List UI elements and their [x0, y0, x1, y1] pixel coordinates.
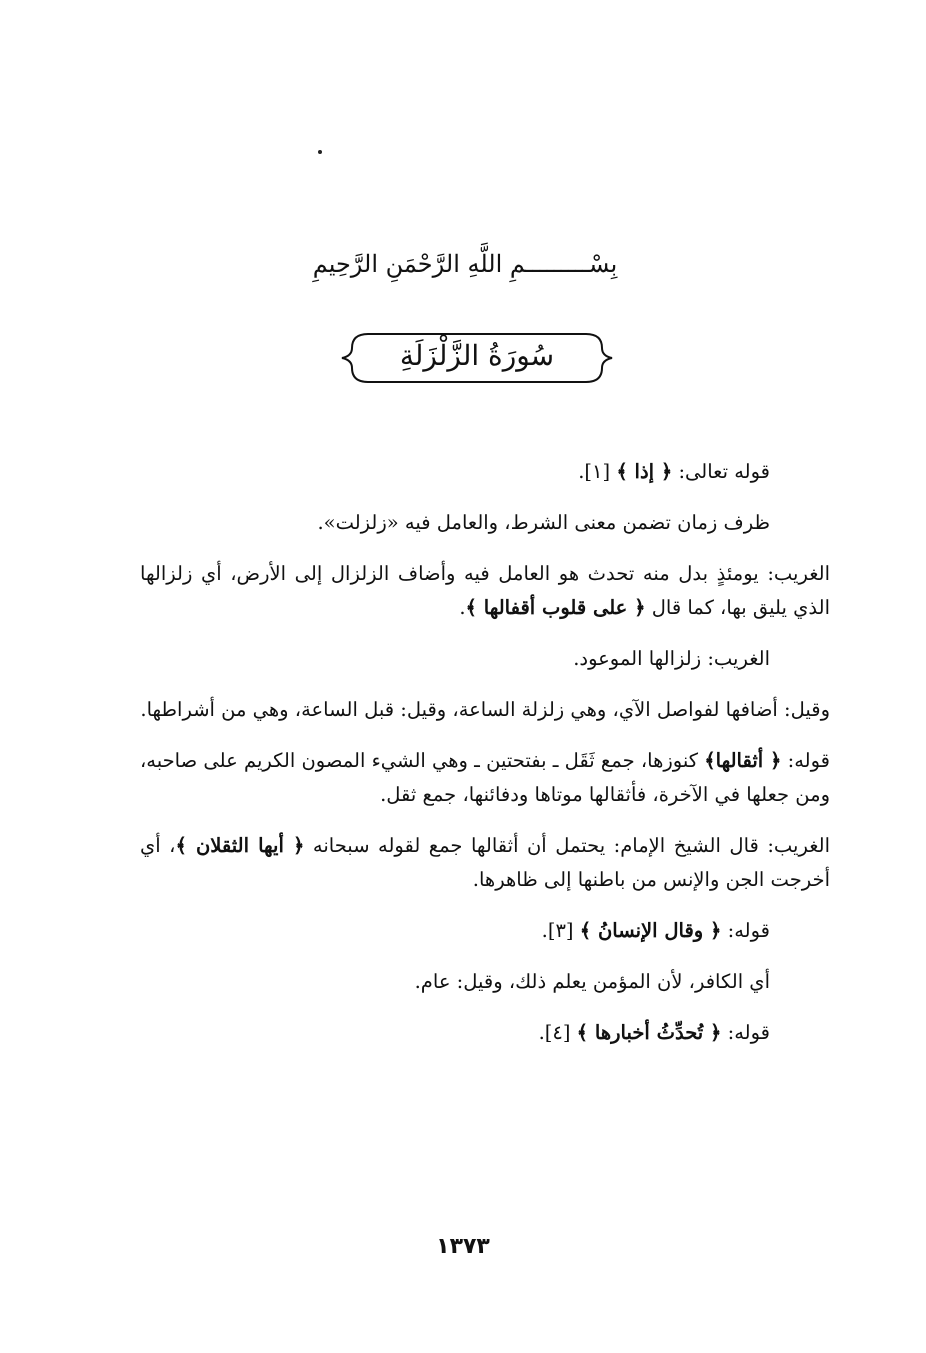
paragraph-8-quran-quote: ﴿ وقال الإنسانُ ﴾ — [579, 919, 722, 942]
paragraph-8-lead: قوله: — [721, 919, 770, 942]
paragraph-4 — [140, 642, 830, 676]
paragraph-8-verse-number: [٣]. — [541, 919, 580, 942]
paragraph-1 — [140, 455, 830, 489]
paragraph-4-text: الغريب: زلزالها الموعود. — [573, 647, 770, 670]
paragraph-1-quran-quote: ﴿ إذا ﴾ — [616, 460, 673, 483]
paragraph-3-text: الغريب: يومئذٍ بدل منه تحدث هو العامل فيه وأضاف الزلزال إلى الأرض، أي زلزالها الذي يليق بها، كما قال — [140, 562, 830, 619]
paragraph-10-quran-quote: ﴿ تُحدِّثُ أخبارها ﴾ — [576, 1021, 722, 1044]
surah-title: سُورَةُ الزَّلْزَلَةِ — [399, 339, 555, 372]
paragraph-10-lead: قوله: — [721, 1021, 770, 1044]
paragraph-9 — [140, 965, 830, 999]
paragraph-9-text: أي الكافر، لأن المؤمن يعلم ذلك، وقيل: عام. — [414, 970, 770, 993]
paragraph-1-verse-number: [١]. — [578, 460, 617, 483]
paragraph-7-quran-quote: ﴿ أيها الثقلان ﴾ — [175, 834, 305, 857]
paragraph-6-lead: قوله: — [781, 749, 830, 772]
paragraph-3 — [140, 557, 830, 625]
paragraph-2 — [140, 506, 830, 540]
paragraph-3-quran-quote: ﴿ على قلوب أقفالها ﴾ — [465, 596, 646, 619]
stray-dot — [318, 150, 322, 154]
paragraph-10 — [140, 1016, 830, 1050]
surah-title-frame — [340, 330, 614, 386]
paragraph-6-text: كنوزها، جمع ثَقَل ـ بفتحتين ـ وهي الشيء المصون الكريم على صاحبه، ومن جعلها في الآخرة، فأثقالها موتاها ودفائنها، جمع ثقل. — [140, 749, 830, 806]
paragraph-5 — [140, 693, 830, 727]
paragraph-10-verse-number: [٤]. — [538, 1021, 577, 1044]
paragraph-7 — [140, 829, 830, 897]
paragraph-5-text: وقيل: أضافها لفواصل الآي، وهي زلزلة الساعة، وقيل: قبل الساعة، وهي من أشراطها. — [140, 698, 830, 721]
paragraph-7-text: الغريب: قال الشيخ الإمام: يحتمل أن أثقالها جمع لقوله سبحانه — [304, 834, 830, 857]
paragraph-1-lead: قوله تعالى: — [672, 460, 770, 483]
page-number: ١٣٧٣ — [436, 1234, 490, 1259]
paragraph-7-tail: ، أي أخرجت الجن والإنس من باطنها إلى ظاهرها. — [140, 834, 830, 891]
paragraph-6-quran-quote: ﴿ أثقالها﴾ — [704, 749, 782, 772]
paragraph-3-tail: . — [459, 596, 466, 619]
paragraph-2-text: ظرف زمان تضمن معنى الشرط، والعامل فيه «زلزلت». — [317, 511, 770, 534]
commentary-body — [140, 455, 830, 1067]
basmala-heading: بِسْـــــــــمِ اللَّهِ الرَّحْمَنِ الرَّحِيمِ — [312, 250, 618, 278]
paragraph-6 — [140, 744, 830, 812]
paragraph-8 — [140, 914, 830, 948]
